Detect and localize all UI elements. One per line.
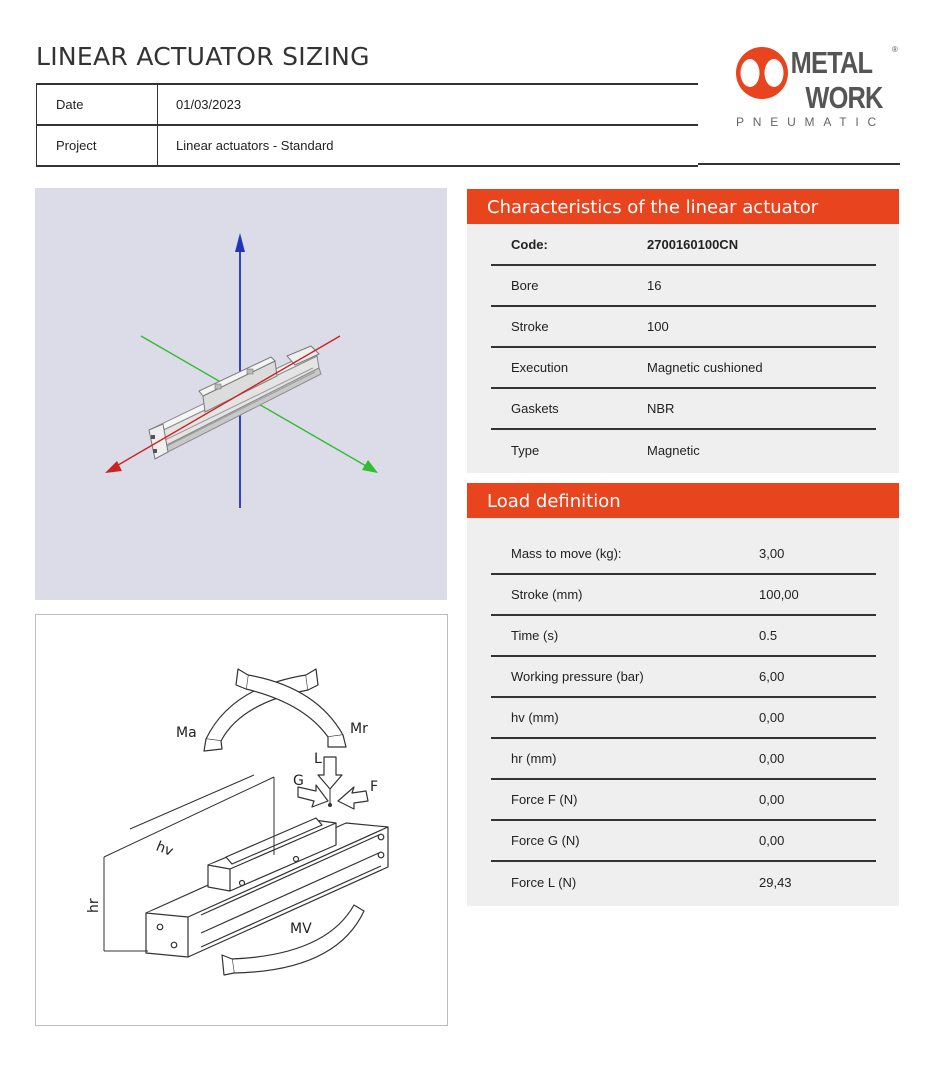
metal-work-logo bbox=[730, 42, 905, 128]
row-value: 3,00 bbox=[759, 545, 785, 561]
header-info-table bbox=[36, 83, 698, 167]
date-value: 01/03/2023 bbox=[158, 84, 699, 125]
load-definition-panel bbox=[467, 483, 899, 906]
row-value: 0,00 bbox=[759, 738, 876, 779]
table-row bbox=[491, 697, 876, 738]
load-definition-table bbox=[491, 533, 876, 902]
row-value: 0,00 bbox=[759, 779, 876, 820]
x-axis-arrowhead bbox=[105, 461, 122, 473]
row-label: Stroke (mm) bbox=[491, 574, 759, 615]
row-label: Force F (N) bbox=[491, 779, 759, 820]
row-value: 2700160100CN bbox=[647, 236, 739, 252]
row-label: Working pressure (bar) bbox=[491, 656, 759, 697]
row-value: 29,43 bbox=[759, 861, 876, 902]
label-ma: Ma bbox=[176, 725, 197, 741]
logo-sub: PNEUMATIC bbox=[736, 115, 885, 128]
row-label: Type bbox=[491, 429, 647, 470]
characteristics-table bbox=[491, 224, 876, 470]
row-label: Force G (N) bbox=[491, 820, 759, 861]
row-label: Execution bbox=[491, 347, 647, 388]
row-value: 6,00 bbox=[759, 656, 876, 697]
row-value: 16 bbox=[647, 265, 876, 306]
logo-line1: METAL bbox=[790, 45, 873, 81]
label-mr: Mr bbox=[350, 721, 368, 737]
load-definition-drawing bbox=[35, 614, 448, 1026]
row-value: 100,00 bbox=[759, 574, 876, 615]
row-value: Magnetic cushioned bbox=[647, 347, 876, 388]
label-mv: MV bbox=[290, 921, 312, 937]
table-row bbox=[491, 861, 876, 902]
label-hv: hv bbox=[153, 838, 176, 860]
table-row bbox=[491, 656, 876, 697]
row-value: 0,00 bbox=[759, 697, 876, 738]
characteristics-panel bbox=[467, 189, 899, 473]
project-row bbox=[37, 125, 699, 166]
table-row bbox=[491, 347, 876, 388]
table-row bbox=[491, 738, 876, 779]
table-row bbox=[491, 574, 876, 615]
table-row bbox=[491, 533, 876, 574]
x-axis-red bbox=[113, 336, 340, 468]
page-title: LINEAR ACTUATOR SIZING bbox=[36, 42, 370, 71]
label-g: G bbox=[293, 773, 304, 789]
row-label: Code: bbox=[511, 236, 548, 252]
project-value: Linear actuators - Standard bbox=[158, 125, 699, 166]
logo-mark-icon bbox=[736, 47, 788, 99]
logo-registered: ® bbox=[892, 45, 898, 54]
row-value: NBR bbox=[647, 388, 876, 429]
actuator-model bbox=[149, 346, 321, 459]
load-definition-title: Load definition bbox=[467, 483, 899, 518]
force-f-arrow bbox=[338, 787, 368, 809]
characteristics-title: Characteristics of the linear actuator bbox=[467, 189, 899, 224]
row-label: hv (mm) bbox=[491, 697, 759, 738]
row-label: Stroke bbox=[491, 306, 647, 347]
row-label: Time (s) bbox=[491, 615, 759, 656]
actuator-3d-view[interactable] bbox=[35, 188, 447, 600]
table-row bbox=[491, 429, 876, 470]
row-label: Force L (N) bbox=[491, 861, 759, 902]
row-label: Gaskets bbox=[491, 388, 647, 429]
header-divider bbox=[698, 163, 900, 165]
table-row bbox=[491, 615, 876, 656]
date-label: Date bbox=[37, 84, 158, 125]
y-axis-arrowhead bbox=[362, 460, 378, 473]
table-row bbox=[491, 224, 876, 265]
label-hr: hr bbox=[86, 898, 102, 913]
z-axis-arrowhead bbox=[235, 233, 245, 252]
label-f: F bbox=[370, 779, 379, 795]
logo-line2: WORK bbox=[805, 80, 883, 116]
row-value: 0,00 bbox=[759, 820, 876, 861]
table-row bbox=[491, 306, 876, 347]
actuator-drawing bbox=[146, 818, 388, 957]
row-value: 0.5 bbox=[759, 615, 876, 656]
row-label: Bore bbox=[491, 265, 647, 306]
date-row bbox=[37, 84, 699, 125]
table-row bbox=[491, 265, 876, 306]
row-value: Magnetic bbox=[647, 429, 876, 470]
table-row bbox=[491, 388, 876, 429]
table-row bbox=[491, 820, 876, 861]
project-label: Project bbox=[37, 125, 158, 166]
table-row bbox=[491, 779, 876, 820]
row-label: Mass to move (kg): bbox=[511, 545, 622, 561]
row-label: hr (mm) bbox=[491, 738, 759, 779]
row-value: 100 bbox=[647, 306, 876, 347]
label-l: L bbox=[314, 751, 322, 767]
